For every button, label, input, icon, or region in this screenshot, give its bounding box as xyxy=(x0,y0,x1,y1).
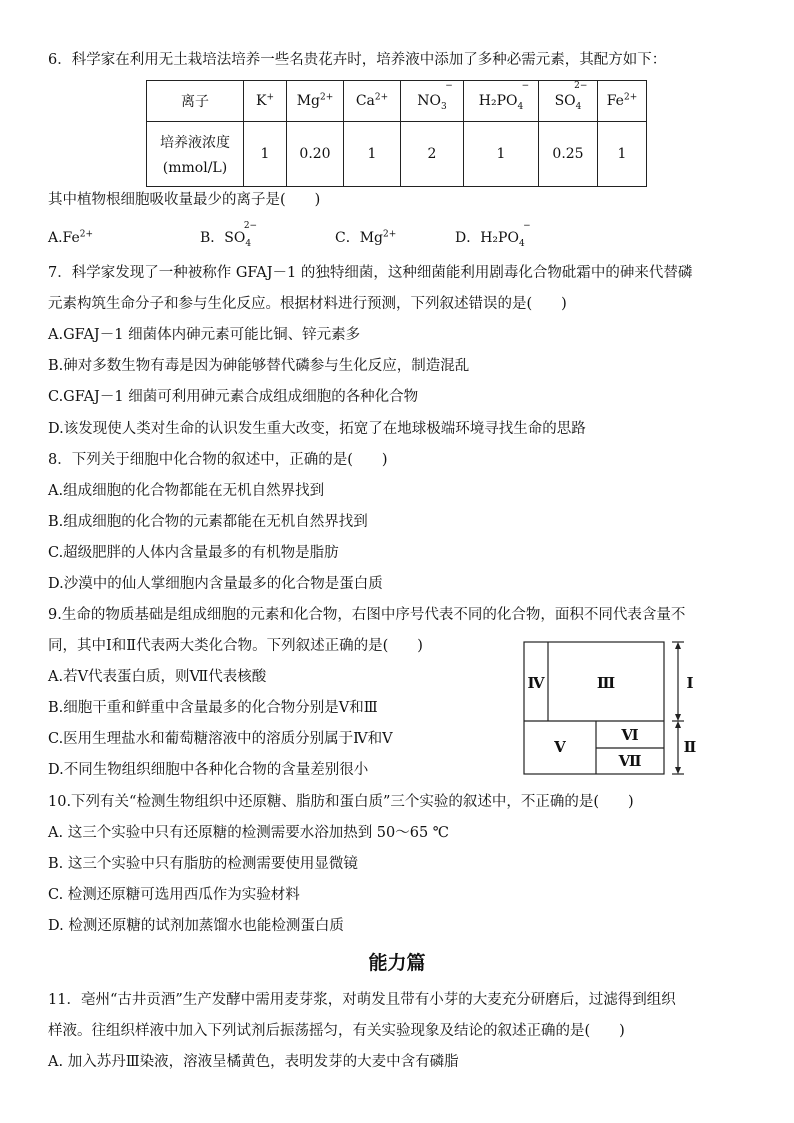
q8-stem: 8．下列关于细胞中化合物的叙述中，正确的是( ) xyxy=(48,452,388,468)
arrow-ii-top xyxy=(675,721,681,728)
label-vii: Ⅶ xyxy=(618,752,642,770)
formula-charge: 2− xyxy=(574,81,588,91)
formula-charge: − xyxy=(521,81,530,91)
q7-stem-line2: 元素构筑生命分子和参与生化反应。根据材料进行预测，下列叙述错误的是( ) xyxy=(48,296,567,312)
q6-option-d[interactable] xyxy=(455,221,531,249)
formula-base: A.Fe xyxy=(48,230,80,246)
formula-charge: 2+ xyxy=(320,92,334,103)
label-vi: Ⅵ xyxy=(621,726,639,744)
value-cell: 0.25 xyxy=(539,122,598,187)
q10-option-c[interactable]: C. 检测还原糖可选用西瓜作为实验材料 xyxy=(48,887,300,903)
q7-stem-line1: 7．科学家发现了一种被称作 GFAJ－1 的独特细菌，这种细菌能利用剧毒化合物砒霜中的砷来代替磷 xyxy=(48,265,693,281)
formula-base: Mg xyxy=(296,93,320,109)
formula-subscript: 4 xyxy=(517,101,524,112)
q11-option-a[interactable]: A. 加入苏丹Ⅲ染液，溶液呈橘黄色，表明发芽的大麦中含有磷脂 xyxy=(48,1054,459,1070)
q10-option-b[interactable]: B. 这三个实验中只有脂肪的检测需要使用显微镜 xyxy=(48,856,358,872)
table-header-concentration xyxy=(147,122,244,187)
q7-option-c[interactable]: C.GFAJ－1 细菌可利用砷元素合成组成细胞的各种化合物 xyxy=(48,389,419,405)
q6-stem: 6．科学家在利用无土栽培法培养一些名贵花卉时，培养液中添加了多种必需元素，其配方如下： xyxy=(48,52,667,68)
q7-option-d[interactable]: D.该发现使人类对生命的认识发生重大改变，拓宽了在地球极端环境寻找生命的思路 xyxy=(48,421,586,437)
formula-base: NO xyxy=(417,93,441,109)
formula-base: H₂PO xyxy=(478,93,518,109)
formula-charge: 2+ xyxy=(79,229,94,240)
q8-option-d[interactable]: D.沙漠中的仙人掌细胞内含量最多的化合物是蛋白质 xyxy=(48,576,383,592)
q9-stem-line1: 9.生命的物质基础是组成细胞的元素和化合物，右图中序号代表不同的化合物，面积不同代表含量不 xyxy=(48,607,686,623)
label-i: Ⅰ xyxy=(686,674,694,692)
value-cell: 1 xyxy=(464,122,539,187)
section-title: 能力篇 xyxy=(368,952,426,974)
q6-option-a[interactable] xyxy=(48,228,93,248)
formula-subscript: 4 xyxy=(575,101,582,112)
value-cell: 1 xyxy=(244,122,287,187)
diagram-outer-box xyxy=(524,642,664,774)
formula-stack xyxy=(441,81,453,112)
formula-stack xyxy=(517,81,530,112)
formula-stack xyxy=(574,81,588,112)
ion-cell xyxy=(401,81,464,122)
q11-stem-line1: 11．亳州“古井贡酒”生产发酵中需用麦芽浆，对萌发且带有小芽的大麦充分研磨后，过滤得到组织 xyxy=(48,992,676,1008)
value-cell: 1 xyxy=(344,122,401,187)
ion-cell xyxy=(344,81,401,122)
formula-base: Fe xyxy=(606,93,624,109)
ion-cell xyxy=(598,81,647,122)
formula-base: K xyxy=(255,93,267,109)
value-cell: 1 xyxy=(598,122,647,187)
q6-question: 其中植物根细胞吸收量最少的离子是( ) xyxy=(48,192,321,208)
label-iv: Ⅳ xyxy=(527,674,545,692)
table-header-ion: 离子 xyxy=(147,81,244,122)
arrow-ii-bottom xyxy=(675,767,681,774)
formula-subscript: 3 xyxy=(441,101,447,112)
q9-option-b[interactable]: B.细胞干重和鲜重中含量最多的化合物分别是Ⅴ和Ⅲ xyxy=(48,700,378,716)
label-ii: Ⅱ xyxy=(683,738,697,756)
formula-base: B．SO xyxy=(200,230,246,246)
formula-stack xyxy=(243,221,258,249)
formula-base: D．H₂PO xyxy=(455,230,519,246)
label-iii: Ⅲ xyxy=(596,674,616,692)
label-v: Ⅴ xyxy=(554,738,566,756)
q9-stem-line2: 同，其中Ⅰ和Ⅱ代表两大类化合物。下列叙述正确的是( ) xyxy=(48,638,423,654)
q11-stem-line2: 样液。往组织样液中加入下列试剂后振荡摇匀，有关实验现象及结论的叙述正确的是( ) xyxy=(48,1023,625,1039)
formula-base: C．Mg xyxy=(335,230,384,246)
ion-cell xyxy=(464,81,539,122)
concentration-label: 培养液浓度 xyxy=(160,135,230,151)
q8-option-b[interactable]: B.组成细胞的化合物的元素都能在无机自然界找到 xyxy=(48,514,368,530)
q9-option-c[interactable]: C.医用生理盐水和葡萄糖溶液中的溶质分别属于Ⅳ和Ⅴ xyxy=(48,731,393,747)
formula-charge: 2− xyxy=(243,221,258,231)
arrow-i-top xyxy=(675,642,681,649)
q8-option-a[interactable]: A.组成细胞的化合物都能在无机自然界找到 xyxy=(48,483,325,499)
formula-base: SO xyxy=(554,93,576,109)
formula-charge: − xyxy=(445,81,453,91)
formula-stack xyxy=(518,221,531,249)
ion-table xyxy=(146,80,647,187)
q10-stem: 10.下列有关“检测生物组织中还原糖、脂肪和蛋白质”三个实验的叙述中，不正确的是( ) xyxy=(48,794,634,810)
q6-option-b[interactable] xyxy=(200,221,258,249)
formula-charge: − xyxy=(523,221,531,231)
ion-cell xyxy=(287,81,344,122)
formula-charge: 2+ xyxy=(383,229,397,240)
q6-option-c[interactable] xyxy=(335,228,396,248)
value-cell: 2 xyxy=(401,122,464,187)
concentration-unit: (mmol/L) xyxy=(162,160,228,176)
formula-subscript: 4 xyxy=(518,238,525,249)
arrow-i-bottom xyxy=(675,714,681,721)
ion-cell xyxy=(244,81,287,122)
formula-charge: 2+ xyxy=(374,92,389,103)
formula-base: Ca xyxy=(355,93,375,109)
q8-option-c[interactable]: C.超级肥胖的人体内含量最多的有机物是脂肪 xyxy=(48,545,339,561)
q10-option-a[interactable]: A. 这三个实验中只有还原糖的检测需要水浴加热到 50～65 ℃ xyxy=(48,825,450,841)
q10-option-d[interactable]: D. 检测还原糖的试剂加蒸馏水也能检测蛋白质 xyxy=(48,918,344,934)
formula-charge: 2+ xyxy=(623,92,638,103)
q9-option-d[interactable]: D.不同生物组织细胞中各种化合物的含量差别很小 xyxy=(48,762,369,778)
formula-subscript: 4 xyxy=(245,238,252,249)
ion-cell xyxy=(539,81,598,122)
q7-option-b[interactable]: B.砷对多数生物有毒是因为砷能够替代磷参与生化反应，制造混乱 xyxy=(48,358,470,374)
value-cell: 0.20 xyxy=(287,122,344,187)
q9-option-a[interactable]: A.若Ⅴ代表蛋白质，则Ⅶ代表核酸 xyxy=(48,669,267,685)
formula-charge: + xyxy=(266,92,274,103)
q7-option-a[interactable]: A.GFAJ－1 细菌体内砷元素可能比铜、锌元素多 xyxy=(48,327,361,343)
compound-area-diagram xyxy=(520,640,700,776)
